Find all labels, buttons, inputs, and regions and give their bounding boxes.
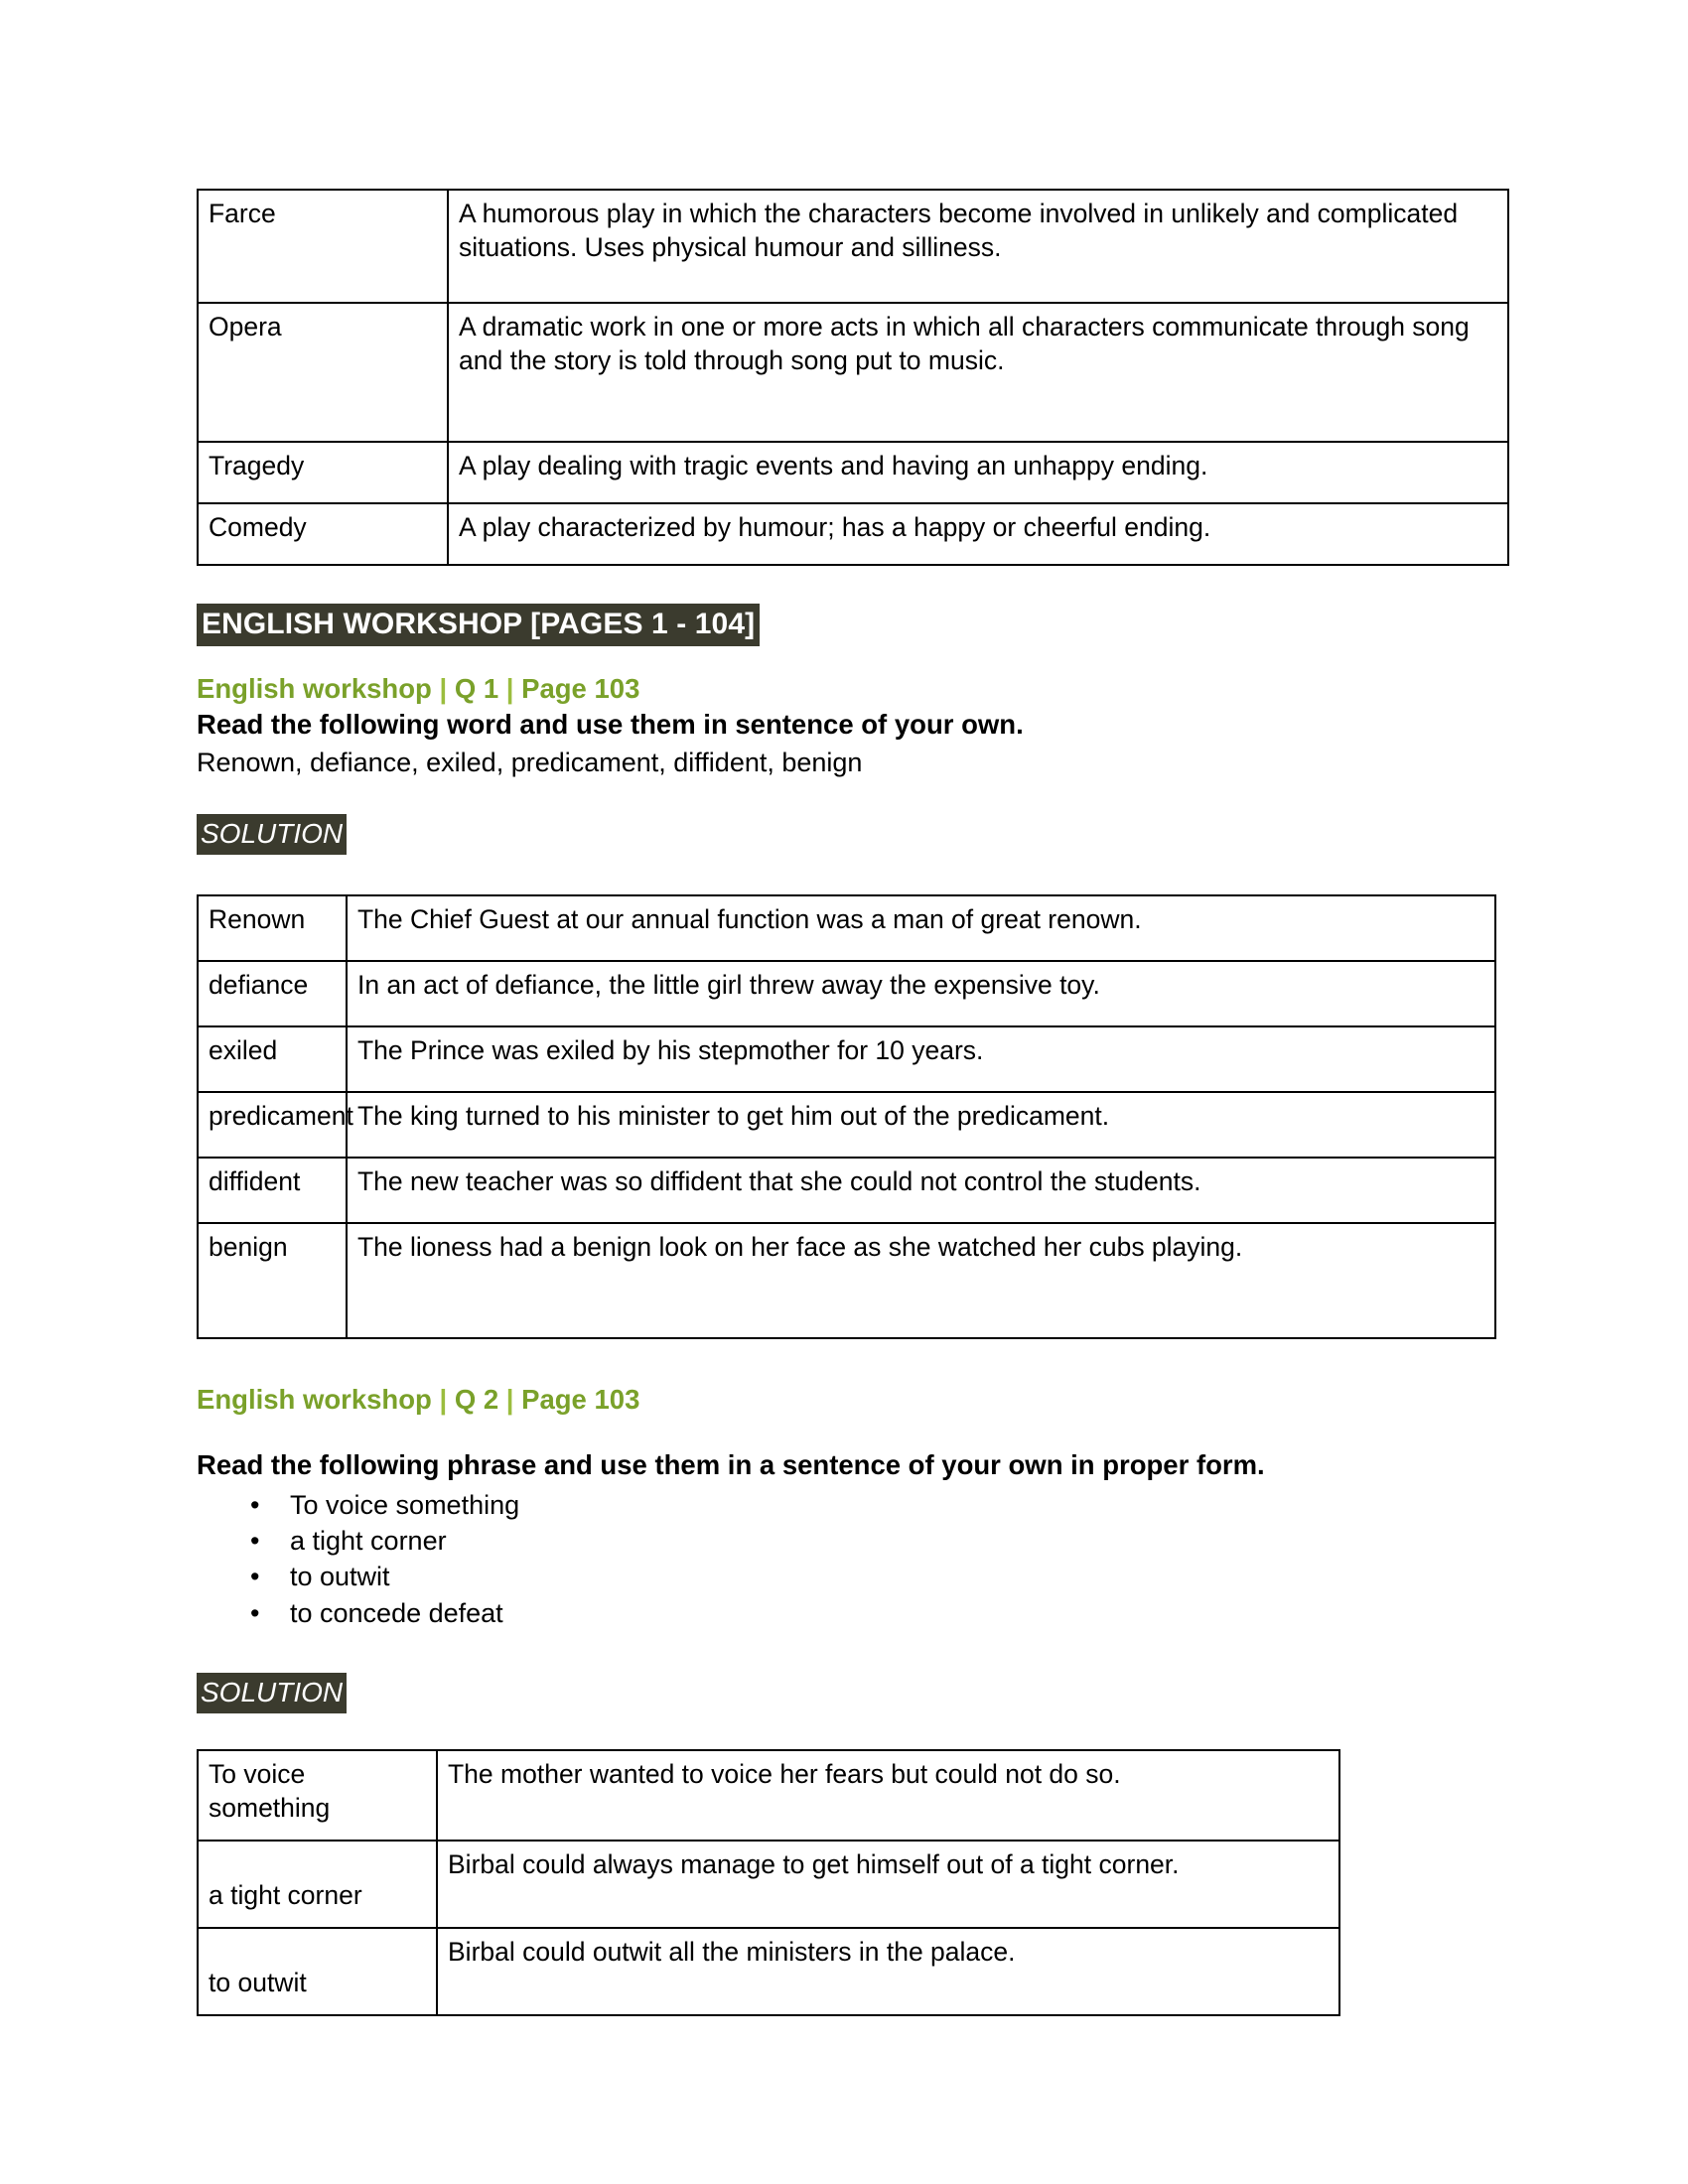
table-row (198, 1750, 1339, 1841)
section-banner-wrap (197, 604, 1507, 646)
genre-definition: A dramatic work in one or more acts in which all characters communicate through song and the story is told through song put to music. (448, 303, 1508, 442)
q1-word-list: Renown, defiance, exiled, predicament, diffident, benign (197, 748, 863, 778)
bullet-icon: • (250, 1597, 260, 1628)
table-row (198, 895, 1495, 961)
q1-solution-banner-wrap (197, 814, 1507, 855)
list-item-label: to outwit (290, 1562, 390, 1592)
solution-sentence: The mother wanted to voice her fears but could not do so. (437, 1750, 1339, 1841)
q1-heading-page: Page 103 (521, 673, 640, 705)
genre-term: Farce (198, 190, 448, 303)
solution-word: predicament (198, 1092, 347, 1158)
q2-solution-label: SOLUTION (197, 1673, 347, 1713)
bullet-icon: • (250, 1526, 260, 1557)
table-row (198, 1158, 1495, 1223)
q2-solution-banner-wrap (197, 1673, 1507, 1713)
q1-heading (197, 672, 1507, 705)
genre-term: Tragedy (198, 442, 448, 503)
table-row (198, 303, 1508, 442)
solution-phrase: To voice something (198, 1750, 437, 1841)
solution-sentence: The Chief Guest at our annual function was a man of great renown. (347, 895, 1495, 961)
list-item-label: to concede defeat (290, 1597, 503, 1628)
q2-phrase-list (197, 1487, 1507, 1632)
genre-definition: A play characterized by humour; has a happy or cheerful ending. (448, 503, 1508, 565)
table-row (198, 1841, 1339, 1928)
list-item-label: a tight corner (290, 1526, 447, 1557)
table-row (198, 1026, 1495, 1092)
genre-term: Opera (198, 303, 448, 442)
solution-sentence: In an act of defiance, the little girl threw away the expensive toy. (347, 961, 1495, 1026)
table-row (198, 961, 1495, 1026)
genre-term: Comedy (198, 503, 448, 565)
q1-solution-table (197, 894, 1496, 1339)
solution-word: exiled (198, 1026, 347, 1092)
genre-definition: A humorous play in which the characters become involved in unlikely and complicated situations. Uses physical humour and silliness. (448, 190, 1508, 303)
q2-prompt: Read the following phrase and use them in a sentence of your own in proper form. (197, 1448, 1265, 1480)
q2-heading-question: Q 2 (454, 1383, 499, 1415)
table-row (198, 1092, 1495, 1158)
genre-definition: A play dealing with tragic events and having an unhappy ending. (448, 442, 1508, 503)
solution-word: defiance (198, 961, 347, 1026)
bullet-icon: • (250, 1489, 260, 1520)
solution-sentence: The lioness had a benign look on her face as she watched her cubs playing. (347, 1223, 1495, 1338)
q1-heading-sep-1: | (439, 673, 448, 705)
solution-phrase: to outwit (198, 1928, 437, 2015)
q2-heading-source: English workshop (197, 1383, 432, 1415)
q2-heading (197, 1383, 1507, 1416)
solution-phrase: a tight corner (198, 1841, 437, 1928)
list-item (197, 1559, 1507, 1594)
q1-heading-question: Q 1 (454, 673, 499, 705)
q1-heading-source: English workshop (197, 673, 432, 705)
solution-word: diffident (198, 1158, 347, 1223)
q1-prompt: Read the following word and use them in sentence of your own. (197, 709, 1024, 741)
q2-heading-page: Page 103 (521, 1383, 640, 1415)
solution-sentence: Birbal could always manage to get himself out of a tight corner. (437, 1841, 1339, 1928)
table-row (198, 1928, 1339, 2015)
solution-sentence: The new teacher was so diffident that she could not control the students. (347, 1158, 1495, 1223)
section-banner: ENGLISH WORKSHOP [PAGES 1 - 104] (197, 604, 760, 646)
list-item (197, 1523, 1507, 1559)
solution-sentence: The king turned to his minister to get him out of the predicament. (347, 1092, 1495, 1158)
solution-sentence: Birbal could outwit all the ministers in the palace. (437, 1928, 1339, 2015)
list-item (197, 1595, 1507, 1631)
solution-word: benign (198, 1223, 347, 1338)
table-row (198, 442, 1508, 503)
table-row (198, 1223, 1495, 1338)
q2-heading-sep-1: | (439, 1383, 448, 1415)
document-body (197, 189, 1507, 2016)
q1-solution-label: SOLUTION (197, 814, 347, 855)
solution-word: Renown (198, 895, 347, 961)
list-item-label: To voice something (290, 1489, 520, 1520)
bullet-icon: • (250, 1562, 260, 1592)
solution-sentence: The Prince was exiled by his stepmother for 10 years. (347, 1026, 1495, 1092)
genre-definitions-table (197, 189, 1509, 566)
table-row (198, 503, 1508, 565)
q2-solution-table (197, 1749, 1340, 2016)
list-item (197, 1487, 1507, 1523)
table-row (198, 190, 1508, 303)
q1-heading-sep-2: | (505, 673, 514, 705)
q2-heading-sep-2: | (505, 1383, 514, 1415)
